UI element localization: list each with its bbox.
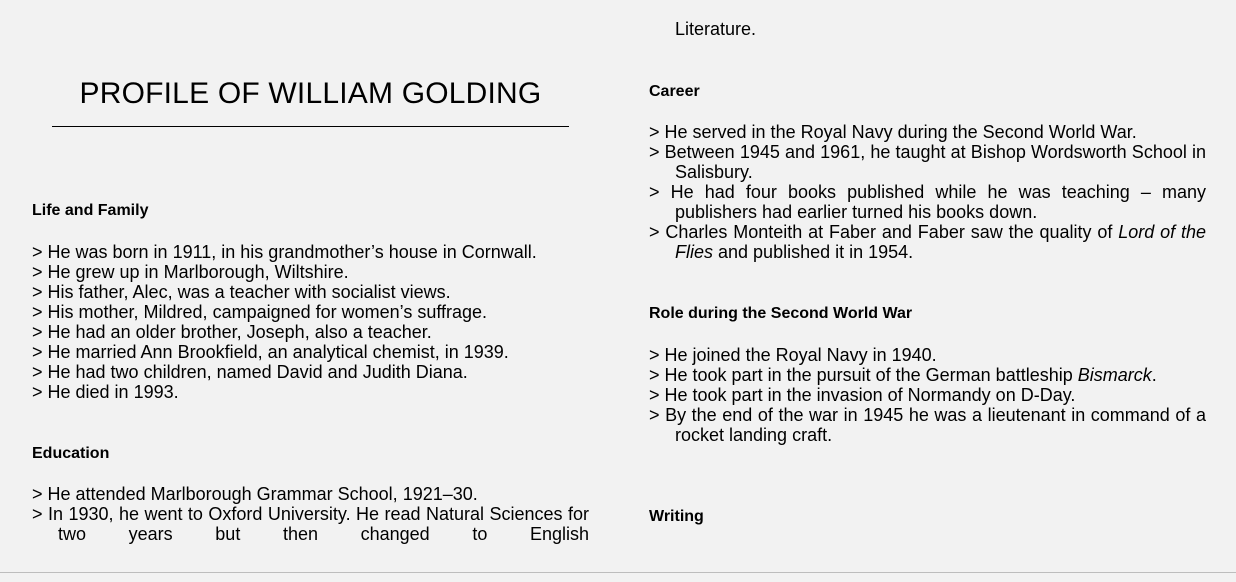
list-item: > He was born in 1911, in his grandmother’s house in Cornwall. [32, 242, 537, 262]
item-text: and published it in 1954. [713, 242, 914, 262]
list-item: > He had an older brother, Joseph, also a teacher. [32, 322, 432, 342]
item-text: > Charles Monteith at Faber and Faber saw the quality of [649, 222, 1119, 242]
career-heading: Career [649, 83, 700, 100]
list-item: > He had four books published while he was teaching – many publishers had earlier turned his books down. [649, 182, 1206, 222]
list-item: > He had two children, named David and Judith Diana. [32, 362, 468, 382]
list-item [649, 222, 1206, 262]
title-underline [52, 126, 569, 127]
education-heading: Education [32, 445, 110, 462]
list-item: > He joined the Royal Navy in 1940. [649, 345, 937, 365]
life-and-family-heading: Life and Family [32, 202, 149, 219]
writing-heading: Writing [649, 508, 704, 525]
ship-name: Bismarck [1077, 365, 1152, 385]
list-item: > He took part in the invasion of Normandy on D-Day. [649, 385, 1076, 405]
list-item: > He attended Marlborough Grammar School, 1921–30. [32, 484, 478, 504]
war-role-heading: Role during the Second World War [649, 305, 913, 322]
list-item: > He served in the Royal Navy during the Second World War. [649, 122, 1137, 142]
continued-text: Literature. [675, 19, 757, 39]
list-item: > By the end of the war in 1945 he was a lieutenant in command of a rocket landing craft. [649, 405, 1206, 445]
war-role-list [649, 345, 1206, 445]
career-list [649, 122, 1206, 262]
book-title: Lord of the Flies [675, 222, 1207, 262]
education-list [32, 484, 589, 544]
list-item: > He married Ann Brookfield, an analytical chemist, in 1939. [32, 342, 509, 362]
page-title: PROFILE OF WILLIAM GOLDING [79, 77, 542, 110]
list-item: > He grew up in Marlborough, Wiltshire. [32, 262, 349, 282]
list-item: > His mother, Mildred, campaigned for women’s suffrage. [32, 302, 488, 322]
list-item: > Between 1945 and 1961, he taught at Bishop Wordsworth School in Salisbury. [649, 142, 1206, 182]
item-text: . [1151, 365, 1157, 385]
item-text: > He took part in the pursuit of the German battleship [649, 365, 1078, 385]
list-item: > He died in 1993. [32, 382, 179, 402]
life-and-family-list [32, 242, 589, 402]
list-item: > His father, Alec, was a teacher with socialist views. [32, 282, 451, 302]
list-item [649, 365, 1206, 385]
list-item: > In 1930, he went to Oxford University. He read Natural Sciences for two years but then changed to English [32, 504, 589, 544]
